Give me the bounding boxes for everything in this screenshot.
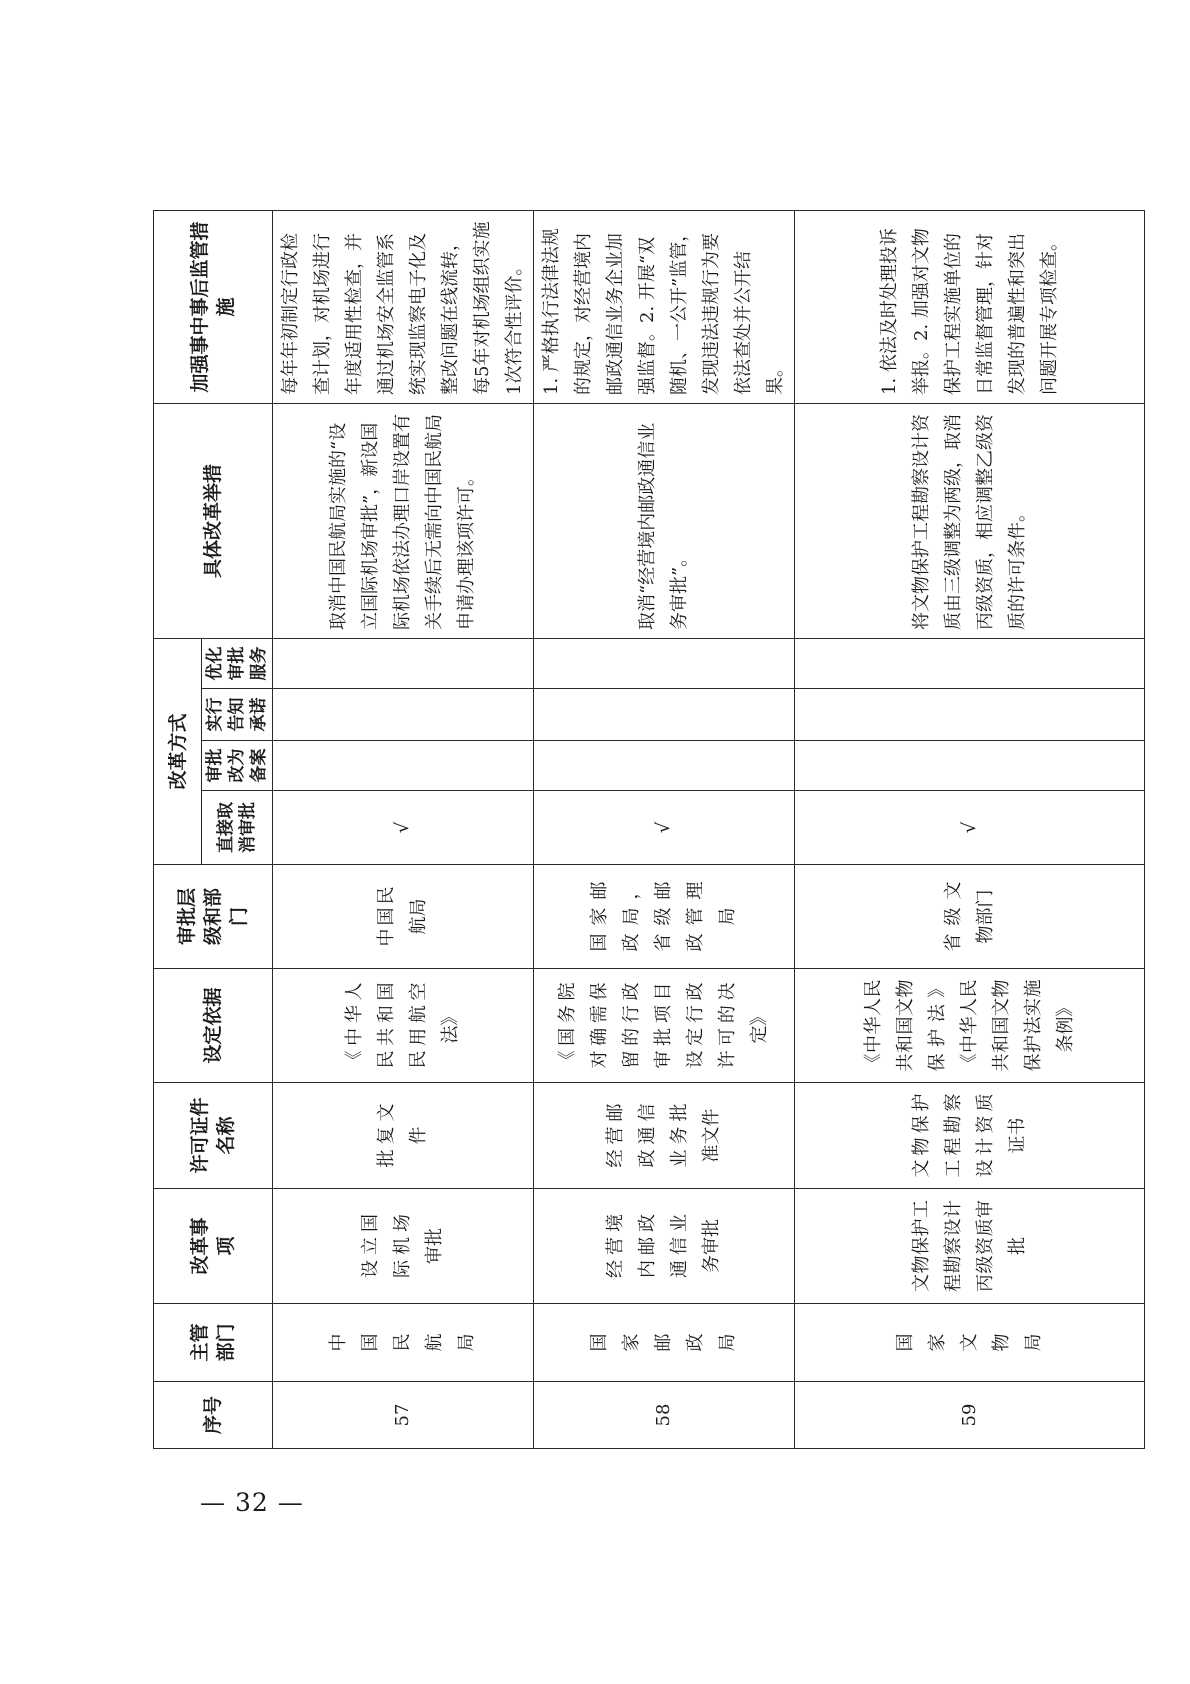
cell-method-filing <box>534 741 795 791</box>
cell-supervision: 1. 依法及时处理投诉举报。2. 加强对文物保护工程实施单位的日常监督管理，针对发现的普遍性和突出问题开展专项检查。 <box>795 210 1145 403</box>
cell-basis-text: 《中华人民共和国民用航空法》 <box>344 982 461 1069</box>
cell-method-cancel: √ <box>795 791 1145 865</box>
cell-method-optimize <box>795 638 1145 688</box>
header-supervision: 加强事中事后监管措施 <box>154 210 273 403</box>
cell-item-text: 设立国际机场审批 <box>360 1214 445 1278</box>
cell-license <box>795 1083 1145 1189</box>
header-dept: 主管部门 <box>154 1304 273 1382</box>
cell-basis <box>273 969 534 1083</box>
header-method-notify: 实行告知承诺 <box>202 689 273 741</box>
header-seq: 序号 <box>154 1382 273 1449</box>
header-license: 许可证件名称 <box>154 1083 273 1189</box>
cell-license-text: 批复文件 <box>376 1103 429 1168</box>
cell-basis <box>795 969 1145 1083</box>
header-method-optimize: 优化审批服务 <box>202 638 273 688</box>
table-frame <box>153 211 1076 1449</box>
cell-item <box>273 1189 534 1304</box>
table-row <box>534 210 795 1448</box>
cell-item-text: 文物保护工程勘察设计丙级资质审批 <box>910 1200 1028 1292</box>
header-item: 改革事项 <box>154 1189 273 1304</box>
cell-level-text: 中国民航局 <box>376 886 429 947</box>
header-basis: 设定依据 <box>154 969 273 1083</box>
header-row-1 <box>154 210 202 1448</box>
rotated-sheet <box>153 211 1076 1449</box>
cell-method-notify <box>273 689 534 741</box>
cell-level <box>795 865 1145 969</box>
cell-supervision: 1. 严格执行法律法规的规定，对经营境内邮政通信业务企业加强监督。2. 开展“双随机、一公开”监管，发现违法违规行为要依法查处并公开结果。 <box>534 210 795 403</box>
cell-dept: 国家文物局 <box>795 1304 1145 1382</box>
cell-seq: 58 <box>534 1382 795 1449</box>
cell-method-filing <box>273 741 534 791</box>
cell-level <box>273 865 534 969</box>
cell-license <box>273 1083 534 1189</box>
cell-method-filing <box>795 741 1145 791</box>
header-method-filing: 审批改为备案 <box>202 741 273 791</box>
cell-method-cancel: √ <box>534 791 795 865</box>
cell-method-notify <box>534 689 795 741</box>
header-method-cancel: 直接取消审批 <box>202 791 273 865</box>
header-measures: 具体改革举措 <box>154 403 273 638</box>
cell-basis-text: 《中华人民共和国文物保护法》《中华人民共和国文物保护法实施条例》 <box>862 979 1076 1072</box>
cell-seq: 57 <box>273 1382 534 1449</box>
page-number: — 32 — <box>200 1488 304 1517</box>
table-row <box>273 210 534 1448</box>
cell-seq: 59 <box>795 1382 1145 1449</box>
header-level: 审批层级和部门 <box>154 865 273 969</box>
cell-method-notify <box>795 689 1145 741</box>
cell-basis-text: 《国务院对确需保留的行政审批项目设定行政许可的决定》 <box>557 982 770 1069</box>
cell-supervision: 每年年初制定行政检查计划，对机场进行年度适用性检查，并通过机场安全监管系统实现监察电子化及整改问题在线流转，每5年对机场组织实施1次符合性评价。 <box>273 210 534 403</box>
cell-method-optimize <box>273 638 534 688</box>
cell-license-text: 文物保护工程勘察设计资质证书 <box>910 1093 1028 1178</box>
header-method-group: 改革方式 <box>154 638 202 864</box>
cell-item <box>795 1189 1145 1304</box>
cell-level <box>534 865 795 969</box>
cell-measures: 将文物保护工程勘察设计资质由三级调整为两级，取消丙级资质，相应调整乙级资质的许可条件。 <box>795 403 1145 638</box>
cell-license <box>534 1083 795 1189</box>
cell-level-text: 省级文物部门 <box>942 881 996 952</box>
cell-measures: 取消“经营境内邮政通信业务审批”。 <box>534 403 795 638</box>
cell-basis <box>534 969 795 1083</box>
reform-table <box>153 210 1145 1449</box>
cell-level-text: 国家邮政局，省级邮政管理局 <box>589 881 738 952</box>
table-row <box>795 210 1145 1448</box>
cell-item-text: 经营境内邮政通信业务审批 <box>605 1214 722 1278</box>
cell-measures: 取消中国民航局实施的“设立国际机场审批”，新设国际机场依法办理口岸设置有关手续后无需向中国民航局申请办理该项许可。 <box>273 403 534 638</box>
cell-method-cancel: √ <box>273 791 534 865</box>
cell-dept: 国家邮政局 <box>534 1304 795 1382</box>
cell-dept: 中国民航局 <box>273 1304 534 1382</box>
cell-license-text: 经营邮政通信业务批准文件 <box>605 1103 722 1168</box>
cell-method-optimize <box>534 638 795 688</box>
cell-item <box>534 1189 795 1304</box>
